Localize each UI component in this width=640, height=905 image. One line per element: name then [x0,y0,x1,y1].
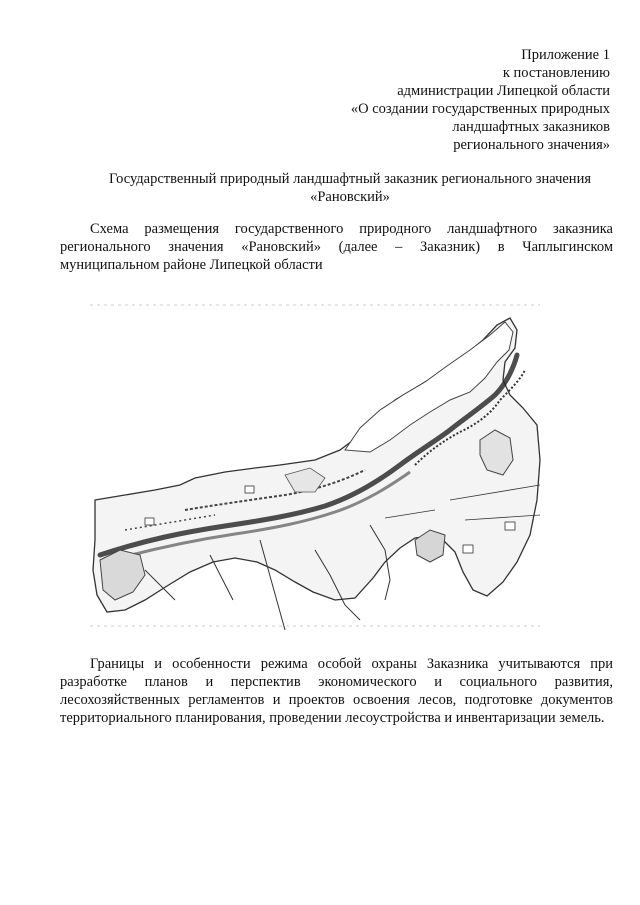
appendix-line: к постановлению [502,65,610,81]
scheme-paragraph: Схема размещения государственного природного ландшафтного заказника регионального значения «Рановский» (далее – Заказник) в Чаплыгинском муниципальном районе Липецкой области [60,221,613,273]
appendix-header [270,46,610,154]
title-line: Государственный природный ландшафтный заказник регионального значения [108,171,591,187]
appendix-line: ландшафтных заказников [452,119,610,135]
appendix-line: регионального значения» [453,137,610,153]
reserve-map-drawing [85,300,545,630]
appendix-line: администрации Липецкой области [397,83,610,99]
document-title [60,170,640,206]
title-line: «Рановский» [310,189,390,205]
appendix-line: «О создании государственных природных [350,101,610,117]
bottom-paragraph: Границы и особенности режима особой охраны Заказника учитываются при разработке планов и перспектив экономического и социального развития, лесохозяйственных регламентов и проектов освоения лесов, подготовке документов территориального планирования, проведении лесоустройства и инвентаризации земель. [60,656,613,726]
appendix-line: Приложение 1 [521,47,610,63]
reserve-map [85,300,545,630]
